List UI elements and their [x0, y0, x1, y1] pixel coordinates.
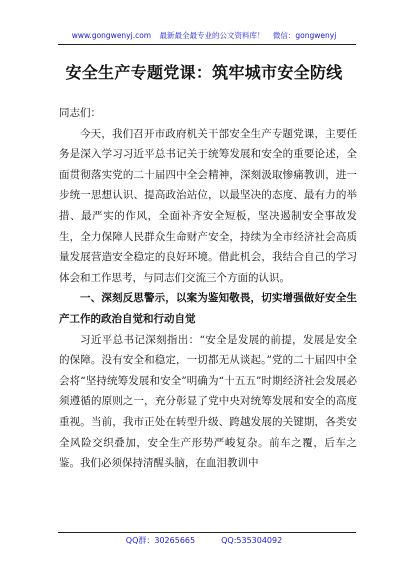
body-paragraph: 习近平总书记深刻指出：“安全是发展的前提，发展是安全的保障。没有安全和稳定，一切都无从谈起。”党的二十届四中全会将“坚持统筹发展和安全”明确为“十五五”时期经济社会发展必须遵循的原则之一，充分彰显了党中央对统筹发展和安全的高度重视。当前，我市正处在转型升级、跨越发展的关键期，各类安全风险交织叠加，安全生产形势严峻复杂。前车之覆，后车之鉴。我们必须保持清醒头脑，在血泪教训中	[59, 333, 357, 470]
site-url[interactable]: www.gongwenyj.com	[71, 31, 152, 40]
footer-qq: QQ:535304092	[221, 536, 283, 545]
footer-divider	[58, 532, 356, 533]
section-heading: 一、深刻反思警示，以案为鉴知敬畏，切实增强做好安全生产工作的政治自觉和行动自觉	[59, 292, 357, 325]
page-footer	[0, 535, 408, 546]
header-divider	[58, 44, 356, 45]
footer-qq-group: QQ群：30265665	[125, 536, 196, 545]
header-slogan: 最新最全最专业的公文资料库！	[159, 31, 265, 40]
salutation: 同志们：	[59, 107, 101, 119]
document-body	[59, 103, 357, 474]
document-title: 安全生产专题党课：筑牢城市安全防线	[65, 63, 343, 82]
header-wechat: 微信：gongwenyj	[272, 31, 337, 40]
intro-paragraph: 今天，我们召开市政府机关干部安全生产专题党课，主要任务是深入学习习近平总书记关于统筹发展和安全的重要论述，全面贯彻落实党的二十届四中全会精神，深刻汲取惨痛教训，进一步统一思想认识、提高政治站位，以最坚决的态度、最有力的举措、最严实的作风，全面补齐安全短板，坚决遏制安全事故发生，全力保障人民群众生命财产安全，持续为全市经济社会高质量发展营造安全稳定的良好环境。借此机会，我结合自己的学习体会和工作思考，与同志们交流三个方面的认识。	[59, 127, 357, 284]
page-header	[0, 0, 408, 41]
